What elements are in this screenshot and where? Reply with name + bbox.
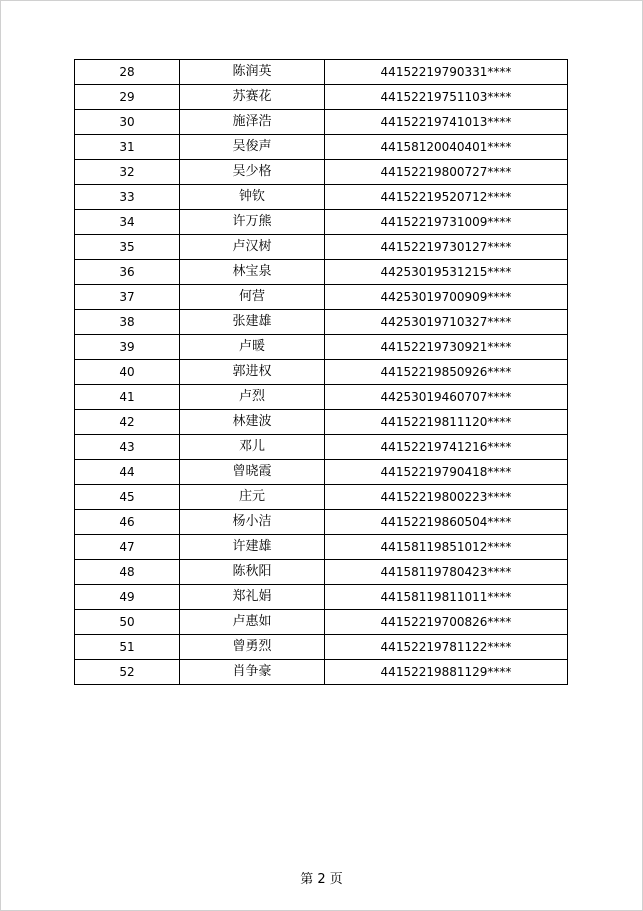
- name-cell: 邓儿: [180, 435, 325, 460]
- id-number-cell: 44253019531215****: [325, 260, 568, 285]
- table-row: [75, 335, 568, 360]
- row-number-cell: 46: [75, 510, 180, 535]
- id-number-cell: 44152219860504****: [325, 510, 568, 535]
- id-number-cell: 44158119811011****: [325, 585, 568, 610]
- name-cell: 郭进权: [180, 360, 325, 385]
- row-number-cell: 33: [75, 185, 180, 210]
- table-row: [75, 510, 568, 535]
- name-cell: 肖争豪: [180, 660, 325, 685]
- id-number-cell: 44152219790331****: [325, 60, 568, 85]
- id-number-cell: 44152219700826****: [325, 610, 568, 635]
- row-number-cell: 39: [75, 335, 180, 360]
- page-number: 第 2 页: [300, 872, 343, 887]
- name-cell: 张建雄: [180, 310, 325, 335]
- table-row: [75, 435, 568, 460]
- row-number-cell: 48: [75, 560, 180, 585]
- table-row: [75, 260, 568, 285]
- table-row: [75, 110, 568, 135]
- name-cell: 陈润英: [180, 60, 325, 85]
- row-number-cell: 45: [75, 485, 180, 510]
- row-number-cell: 49: [75, 585, 180, 610]
- table-row: [75, 610, 568, 635]
- name-cell: 许建雄: [180, 535, 325, 560]
- row-number-cell: 32: [75, 160, 180, 185]
- table-row: [75, 460, 568, 485]
- table-row: [75, 560, 568, 585]
- roster-table: [74, 59, 568, 685]
- name-cell: 曾勇烈: [180, 635, 325, 660]
- name-cell: 卢烈: [180, 385, 325, 410]
- table-row: [75, 360, 568, 385]
- row-number-cell: 34: [75, 210, 180, 235]
- row-number-cell: 41: [75, 385, 180, 410]
- id-number-cell: 44152219800727****: [325, 160, 568, 185]
- name-cell: 曾晓霞: [180, 460, 325, 485]
- table-row: [75, 185, 568, 210]
- table-row: [75, 310, 568, 335]
- id-number-cell: 44152219781122****: [325, 635, 568, 660]
- table-row: [75, 235, 568, 260]
- row-number-cell: 51: [75, 635, 180, 660]
- name-cell: 施泽浩: [180, 110, 325, 135]
- id-number-cell: 44152219730921****: [325, 335, 568, 360]
- row-number-cell: 40: [75, 360, 180, 385]
- name-cell: 杨小洁: [180, 510, 325, 535]
- row-number-cell: 28: [75, 60, 180, 85]
- id-number-cell: 44253019460707****: [325, 385, 568, 410]
- table-row: [75, 535, 568, 560]
- id-number-cell: 44158119851012****: [325, 535, 568, 560]
- id-number-cell: 44253019700909****: [325, 285, 568, 310]
- name-cell: 吴俊声: [180, 135, 325, 160]
- id-number-cell: 44152219730127****: [325, 235, 568, 260]
- id-number-cell: 44152219811120****: [325, 410, 568, 435]
- row-number-cell: 37: [75, 285, 180, 310]
- row-number-cell: 50: [75, 610, 180, 635]
- id-number-cell: 44152219731009****: [325, 210, 568, 235]
- row-number-cell: 47: [75, 535, 180, 560]
- name-cell: 陈秋阳: [180, 560, 325, 585]
- name-cell: 何营: [180, 285, 325, 310]
- row-number-cell: 43: [75, 435, 180, 460]
- table-row: [75, 85, 568, 110]
- table-row: [75, 210, 568, 235]
- id-number-cell: 44152219790418****: [325, 460, 568, 485]
- name-cell: 许万熊: [180, 210, 325, 235]
- row-number-cell: 36: [75, 260, 180, 285]
- row-number-cell: 44: [75, 460, 180, 485]
- id-number-cell: 44152219741216****: [325, 435, 568, 460]
- table-row: [75, 135, 568, 160]
- id-number-cell: 44158120040401****: [325, 135, 568, 160]
- name-cell: 庄元: [180, 485, 325, 510]
- row-number-cell: 42: [75, 410, 180, 435]
- name-cell: 郑礼娟: [180, 585, 325, 610]
- id-number-cell: 44253019710327****: [325, 310, 568, 335]
- row-number-cell: 29: [75, 85, 180, 110]
- name-cell: 苏赛花: [180, 85, 325, 110]
- id-number-cell: 44152219800223****: [325, 485, 568, 510]
- name-cell: 卢惠如: [180, 610, 325, 635]
- table-row: [75, 660, 568, 685]
- row-number-cell: 31: [75, 135, 180, 160]
- table-row: [75, 485, 568, 510]
- table-row: [75, 285, 568, 310]
- id-number-cell: 44152219881129****: [325, 660, 568, 685]
- row-number-cell: 38: [75, 310, 180, 335]
- table-row: [75, 60, 568, 85]
- name-cell: 林宝泉: [180, 260, 325, 285]
- name-cell: 钟钦: [180, 185, 325, 210]
- id-number-cell: 44152219741013****: [325, 110, 568, 135]
- id-number-cell: 44152219751103****: [325, 85, 568, 110]
- name-cell: 林建波: [180, 410, 325, 435]
- id-number-cell: 44158119780423****: [325, 560, 568, 585]
- name-cell: 卢汉树: [180, 235, 325, 260]
- row-number-cell: 52: [75, 660, 180, 685]
- row-number-cell: 30: [75, 110, 180, 135]
- row-number-cell: 35: [75, 235, 180, 260]
- table-row: [75, 635, 568, 660]
- roster-table-body: [75, 60, 568, 685]
- name-cell: 卢暖: [180, 335, 325, 360]
- table-row: [75, 410, 568, 435]
- table-row: [75, 160, 568, 185]
- name-cell: 吴少格: [180, 160, 325, 185]
- table-row: [75, 585, 568, 610]
- id-number-cell: 44152219520712****: [325, 185, 568, 210]
- id-number-cell: 44152219850926****: [325, 360, 568, 385]
- table-row: [75, 385, 568, 410]
